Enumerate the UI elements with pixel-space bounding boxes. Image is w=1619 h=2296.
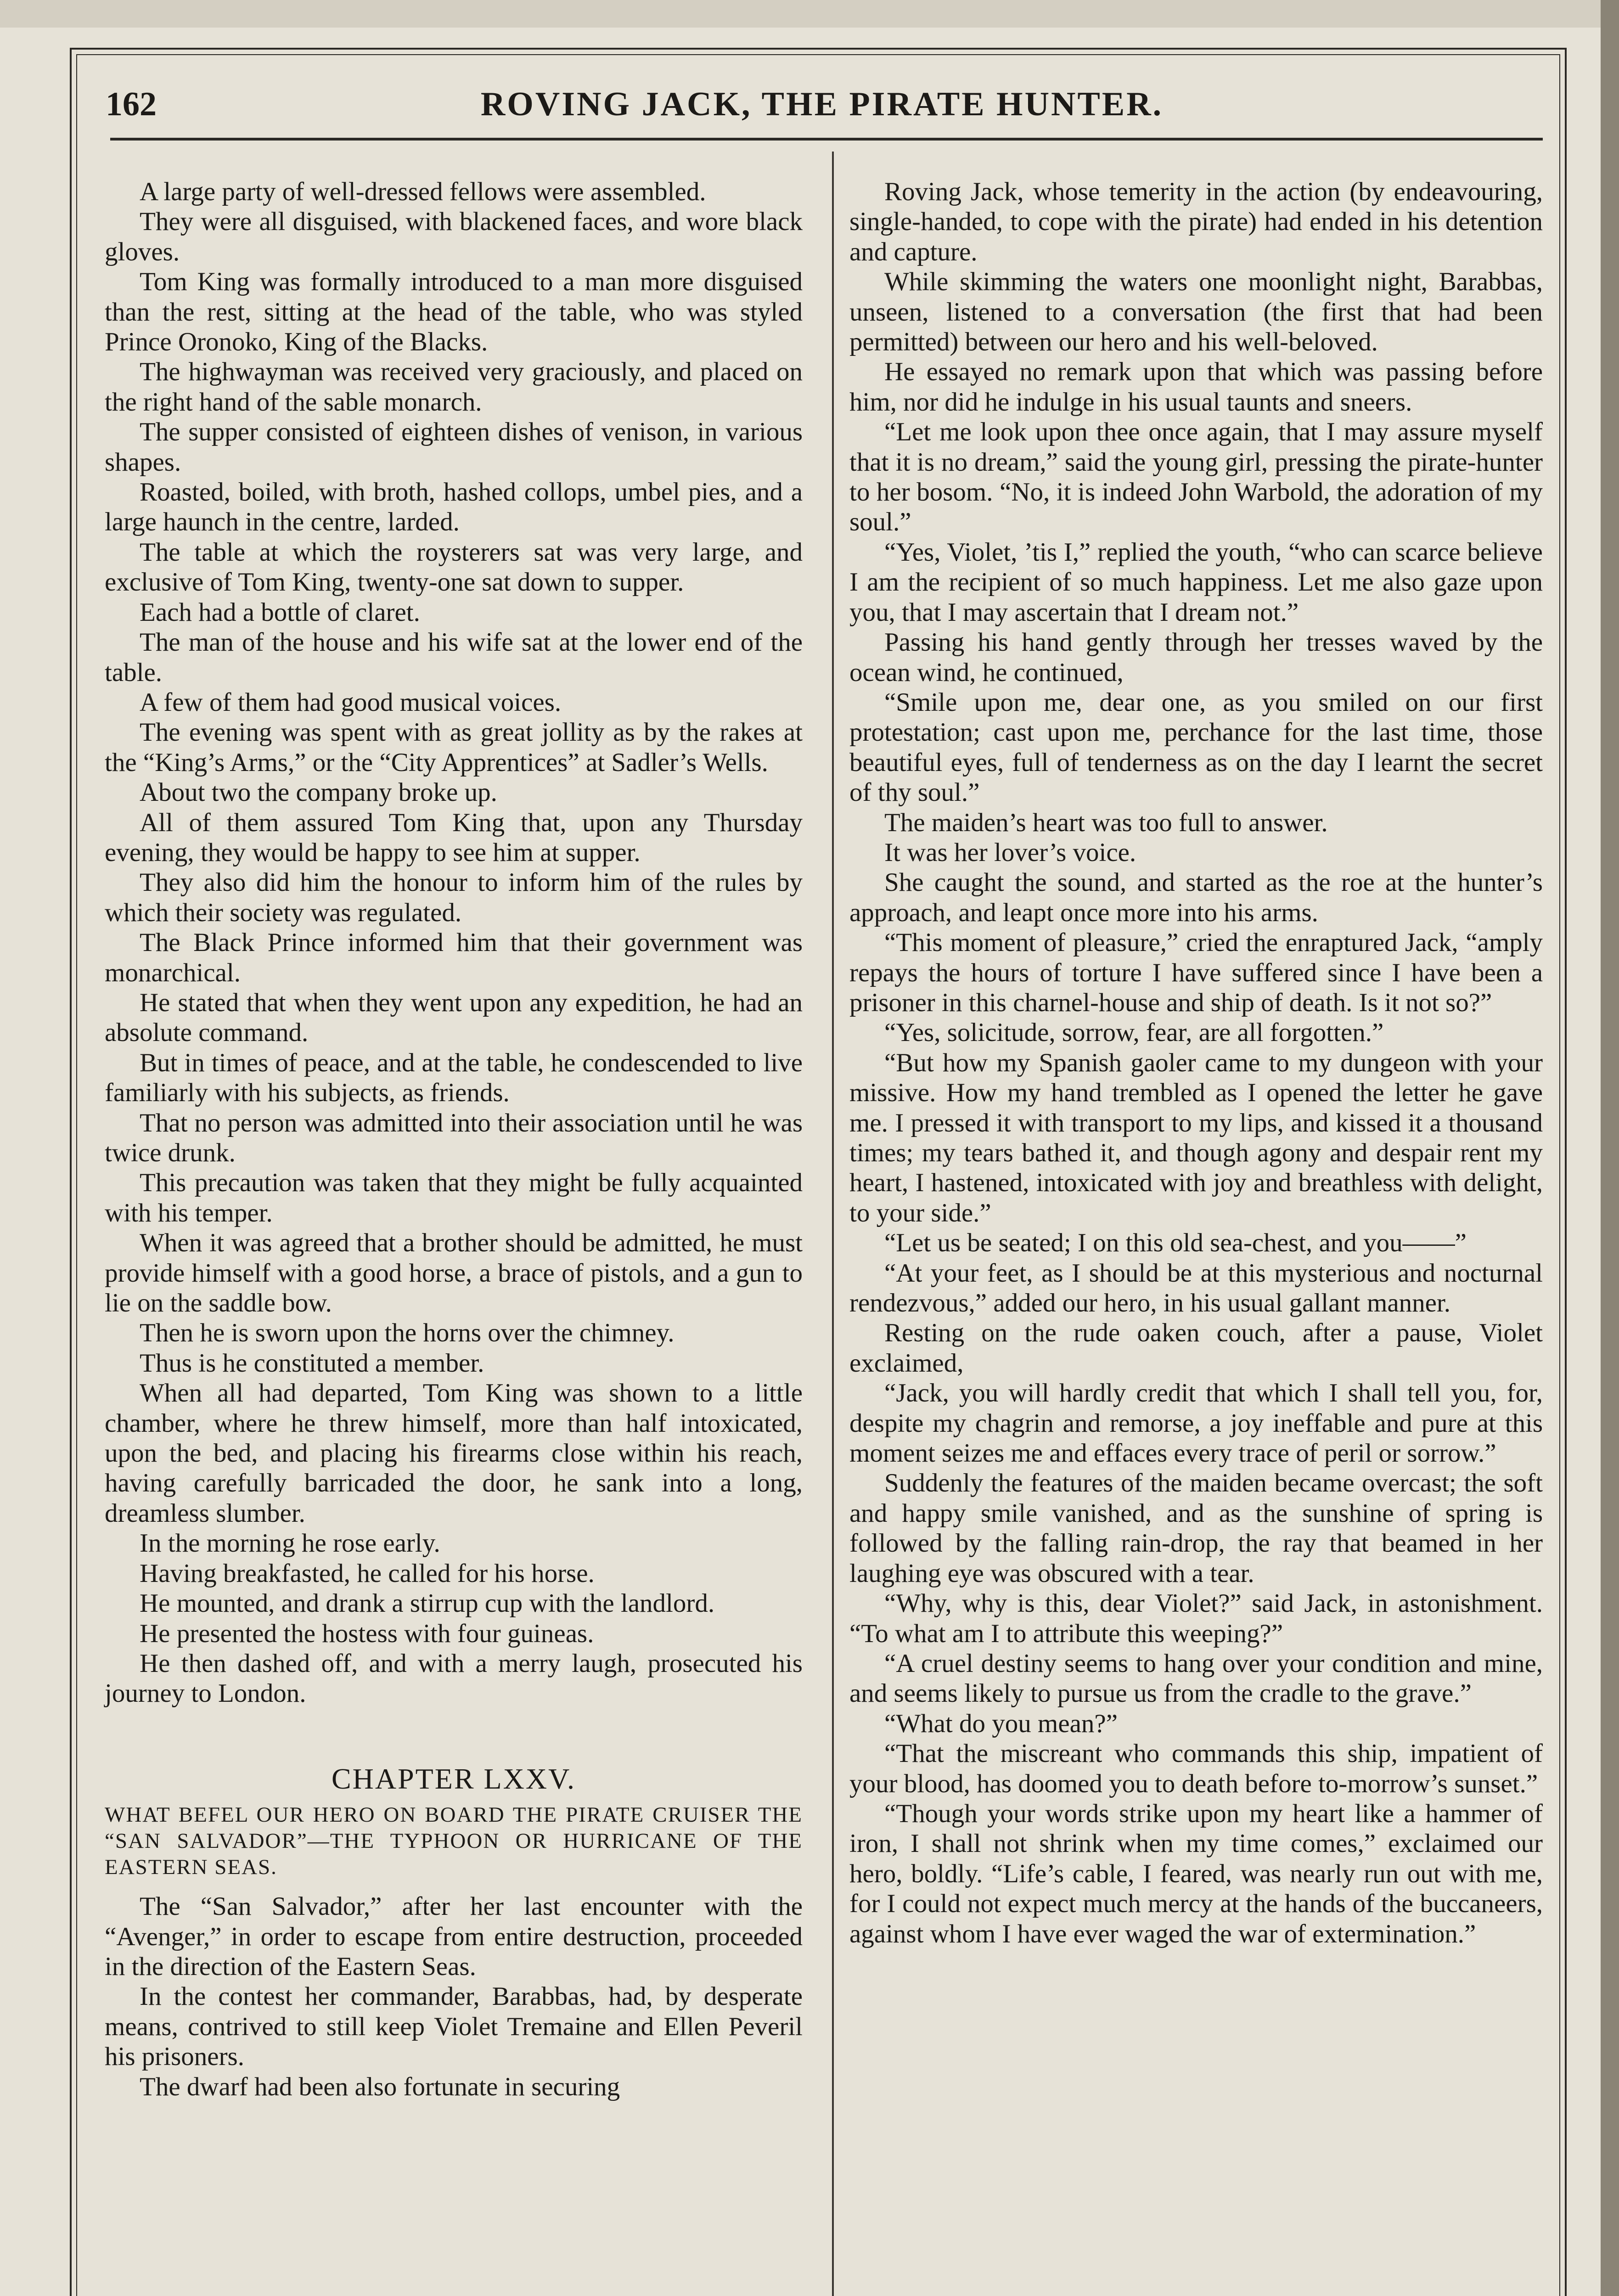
paragraph: That no person was admitted into their association until he was twice drunk. [105,1108,803,1167]
paragraph: The evening was spent with as great jollity as by the rakes at the “King’s Arms,” or the “City Apprentices” at Sadler’s Wells. [105,718,803,777]
chapter-heading: CHAPTER LXXV. [331,1762,576,1795]
header-rule [110,138,1543,141]
paragraph: Suddenly the features of the maiden became overcast; the soft and happy smile vanished, and as the sunshine of spring is followed by the falling rain-drop, the ray that beamed in her laughing eye was obscured with a tear. [849,1469,1543,1588]
paragraph: The maiden’s heart was too full to answer. [884,808,1328,837]
paragraph: While skimming the waters one moonlight night, Barabbas, unseen, listened to a conversation (the first that had been permitted) between our hero and his well-beloved. [849,267,1543,357]
paragraph: “At your feet, as I should be at this mysterious and nocturnal rendezvous,” added our hero, in his usual gallant manner. [849,1258,1543,1318]
paragraph: In the contest her commander, Barabbas, had, by desperate means, contrived to still keep Violet Tremaine and Ellen Peveril his prisoners. [105,1982,803,2071]
chapter-summary: WHAT BEFEL OUR HERO ON BOARD THE PIRATE CRUISER THE “SAN SALVADOR”—THE TYPHOON OR HURRICANE OF THE EASTERN SEAS. [105,1803,803,1880]
paragraph: All of them assured Tom King that, upon any Thursday evening, they would be happy to see him at supper. [105,808,803,867]
paragraph: The Black Prince informed him that their government was monarchical. [105,928,803,987]
paragraph: “Smile upon me, dear one, as you smiled on our first protestation; cast upon me, perchance for the last time, those beautiful eyes, full of tenderness as on the day I learnt the secret of thy soul.” [849,687,1543,807]
paragraph: It was her lover’s voice. [884,838,1136,867]
page-edge-top [0,0,1619,28]
paragraph: He presented the hostess with four guineas. [140,1619,594,1648]
paragraph: He mounted, and drank a stirrup cup with the landlord. [140,1589,715,1618]
paragraph: “What do you mean?” [884,1709,1118,1738]
paragraph: The man of the house and his wife sat at the lower end of the table. [105,628,803,687]
paragraph: “Though your words strike upon my heart like a hammer of iron, I shall not shrink when my time comes,” exclaimed our hero, boldly. “Life’s cable, I feared, was nearly run out with me, for I could not expect much mercy at the hands of the buccaneers, against whom I have ever waged the war of extermination.” [849,1799,1543,1948]
right-column [849,177,1543,1949]
paragraph: A large party of well-dressed fellows were assembled. [140,177,706,206]
paragraph: Thus is he constituted a member. [140,1348,484,1378]
paragraph: He stated that when they went upon any expedition, he had an absolute command. [105,988,803,1047]
page-header [106,80,1538,135]
column-divider [832,152,834,2296]
paragraph: In the morning he rose early. [140,1529,440,1558]
paragraph: The supper consisted of eighteen dishes of venison, in various shapes. [105,417,803,477]
paragraph: “That the miscreant who commands this ship, impatient of your blood, has doomed you to death before to-morrow’s sunset.” [849,1739,1543,1798]
paragraph: The highwayman was received very graciously, and placed on the right hand of the sable monarch. [105,357,803,416]
paragraph: “Yes, Violet, ’tis I,” replied the youth, “who can scarce believe I am the recipient of so much happiness. Let me also gaze upon you, that I may ascertain that I dream not.” [849,537,1543,627]
paragraph: He essayed no remark upon that which was passing before him, nor did he indulge in his usual taunts and sneers. [849,357,1543,416]
paragraph: “Yes, solicitude, sorrow, fear, are all forgotten.” [884,1018,1384,1047]
paragraph: Roasted, boiled, with broth, hashed collops, umbel pies, and a large haunch in the centre, larded. [105,478,803,537]
paragraph: “Jack, you will hardly credit that which I shall tell you, for, despite my chagrin and remorse, a joy ineffable and pure at this moment seizes me and effaces every trace of peril or sorrow.” [849,1379,1543,1468]
paragraph: Roving Jack, whose temerity in the action (by endeavouring, single-handed, to cope with the pirate) had ended in his detention and capture. [849,177,1543,266]
paragraph: They also did him the honour to inform him of the rules by which their society was regulated. [105,868,803,927]
paragraph: They were all disguised, with blackened faces, and wore black gloves. [105,207,803,266]
left-paragraphs [105,177,803,1709]
paragraph: Passing his hand gently through her tresses waved by the ocean wind, he continued, [849,628,1543,687]
paragraph: But in times of peace, and at the table, he condescended to live familiarly with his subjects, as friends. [105,1048,803,1108]
page-number: 162 [106,85,157,123]
paragraph: Having breakfasted, he called for his horse. [140,1559,595,1588]
paragraph: Tom King was formally introduced to a man more disguised than the rest, sitting at the head of the table, who was styled Prince Oronoko, King of the Blacks. [105,267,803,357]
paragraph: She caught the sound, and started as the roe at the hunter’s approach, and leapt once more into his arms. [849,868,1543,927]
paragraph: When it was agreed that a brother should be admitted, he must provide himself with a good horse, a brace of pistols, and a gun to lie on the saddle bow. [105,1228,803,1318]
paragraph: The “San Salvador,” after her last encounter with the “Avenger,” in order to escape from entire destruction, proceeded in the direction of the Eastern Seas. [105,1892,803,1981]
paragraph: “But how my Spanish gaoler came to my dungeon with your missive. How my hand trembled as I opened the letter he gave me. I pressed it with transport to my lips, and kissed it a thousand times; my tears bathed it, and though agony and despair rent my heart, I hastened, intoxicated with joy and breathless with delight, to your side.” [849,1048,1543,1227]
paragraph: A few of them had good musical voices. [140,687,562,717]
paragraph: This precaution was taken that they might be fully acquainted with his temper. [105,1168,803,1227]
paragraph: “Let us be seated; I on this old sea-chest, and you——” [884,1228,1467,1258]
paragraph: He then dashed off, and with a merry laugh, prosecuted his journey to London. [105,1649,803,1708]
paragraph: “Let me look upon thee once again, that I may assure myself that it is no dream,” said the young girl, pressing the pirate-hunter to her bosom. “No, it is indeed John Warbold, the adoration of my soul.” [849,417,1543,537]
paragraph: The table at which the roysterers sat was very large, and exclusive of Tom King, twenty-one sat down to supper. [105,537,803,597]
paragraph: Then he is sworn upon the horns over the chimney. [140,1318,675,1348]
running-title: ROVING JACK, THE PIRATE HUNTER. [480,85,1164,123]
left-column [105,177,803,2102]
binding-edge [1601,0,1619,2296]
chapter-opening-paragraphs [105,1891,803,2102]
paragraph: Resting on the rude oaken couch, after a pause, Violet exclaimed, [849,1318,1543,1378]
paragraph: “A cruel destiny seems to hang over your condition and mine, and seems likely to pursue us from the cradle to the grave.” [849,1649,1543,1708]
paragraph: Each had a bottle of claret. [140,597,420,627]
paragraph: “Why, why is this, dear Violet?” said Jack, in astonishment. “To what am I to attribute this weeping?” [849,1589,1543,1648]
paragraph: About two the company broke up. [140,778,497,807]
paragraph: The dwarf had been also fortunate in securing [140,2072,620,2101]
paragraph: “This moment of pleasure,” cried the enraptured Jack, “amply repays the hours of torture I have suffered since I have been a prisoner in this charnel-house and ship of death. Is it not so?” [849,928,1543,1017]
paragraph: When all had departed, Tom King was shown to a little chamber, where he threw himself, more than half intoxicated, upon the bed, and placing his firearms close within his reach, having carefully barricaded the door, he sank into a long, dreamless slumber. [105,1379,803,1528]
